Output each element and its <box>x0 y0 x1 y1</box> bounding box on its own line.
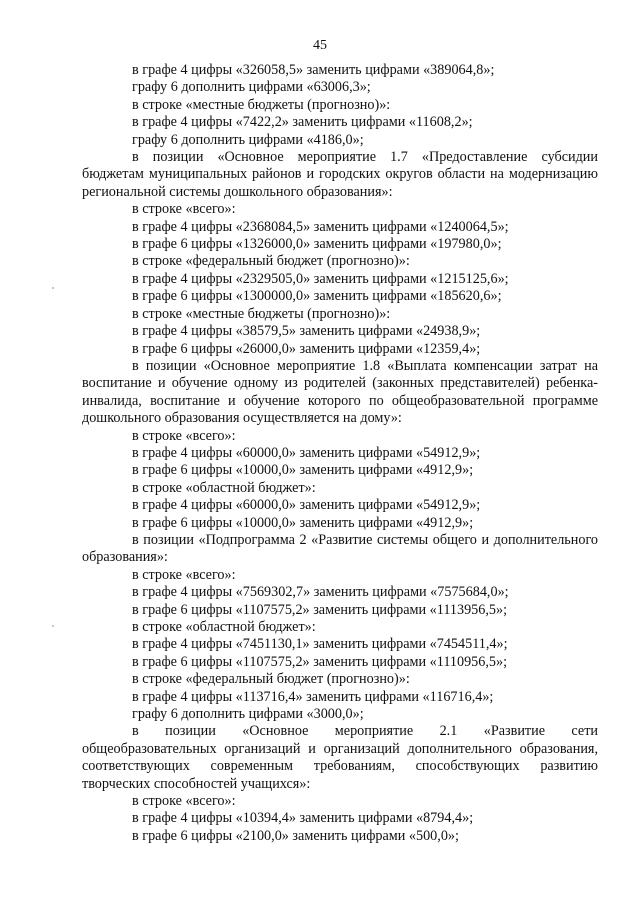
text-line: графу 6 дополнить цифрами «63006,3»; <box>132 79 371 96</box>
text-line: в графе 4 цифры «7451130,1» заменить цифрами «7454511,4»; <box>132 636 508 653</box>
text-line: в строке «всего»: <box>132 793 236 810</box>
text-paragraph: в позиции «Основное мероприятие 1.7 «Предоставление субсидии бюджетам муниципальных районов и городских округов области на модернизацию региональной системы дошкольного образования»: <box>82 149 598 200</box>
text-line: в графе 6 цифры «1300000,0» заменить цифрами «185620,6»; <box>132 288 502 305</box>
text-line: в строке «местные бюджеты (прогнозно)»: <box>132 305 391 322</box>
document-body <box>82 62 598 845</box>
text-line: в графе 6 цифры «1326000,0» заменить цифрами «197980,0»; <box>132 236 502 253</box>
text-line: в графе 4 цифры «2329505,0» заменить цифрами «1215125,6»; <box>132 270 509 287</box>
text-line: в графе 6 цифры «1107575,2» заменить цифрами «1110956,5»; <box>132 653 508 670</box>
text-paragraph: в позиции «Основное мероприятие 2.1 «Развитие сети общеобразовательных организаций и организаций дополнительного образования, соответствующих современным требованиям, способствующих развитию творческих способностей учащихся»: <box>82 723 598 792</box>
margin-mark <box>52 287 54 289</box>
margin-mark <box>52 625 54 627</box>
text-line: в графе 4 цифры «7569302,7» заменить цифрами «7575684,0»; <box>132 584 509 601</box>
text-line: в строке «местные бюджеты (прогнозно)»: <box>132 96 391 113</box>
text-line: в графе 6 цифры «10000,0» заменить цифрами «4912,9»; <box>132 514 474 531</box>
text-line: в графе 4 цифры «113716,4» заменить цифрами «116716,4»; <box>132 688 494 705</box>
text-line: в графе 4 цифры «7422,2» заменить цифрами «11608,2»; <box>132 114 473 131</box>
text-line: в строке «областной бюджет»: <box>132 479 316 496</box>
page-number: 45 <box>313 38 327 53</box>
text-line: в графе 4 цифры «10394,4» заменить цифрами «8794,4»; <box>132 810 474 827</box>
text-line: в графе 4 цифры «2368084,5» заменить цифрами «1240064,5»; <box>132 218 509 235</box>
text-line: в строке «областной бюджет»: <box>132 619 316 635</box>
text-line: в строке «всего»: <box>132 427 236 444</box>
text-paragraph: в позиции «Подпрограмма 2 «Развитие системы общего и дополнительного образования»: <box>82 531 598 566</box>
text-line: в графе 4 цифры «60000,0» заменить цифрами «54912,9»; <box>132 497 481 514</box>
text-line: в строке «всего»: <box>132 566 236 583</box>
text-line: графу 6 дополнить цифрами «3000,0»; <box>132 706 364 723</box>
text-line: графу 6 дополнить цифрами «4186,0»; <box>132 131 364 148</box>
text-line: в графе 6 цифры «2100,0» заменить цифрами «500,0»; <box>132 827 459 844</box>
text-line: в графе 6 цифры «10000,0» заменить цифрами «4912,9»; <box>132 462 474 479</box>
text-line: в строке «федеральный бюджет (прогнозно)»: <box>132 253 410 270</box>
text-paragraph: в позиции «Основное мероприятие 1.8 «Выплата компенсации затрат на воспитание и обучение одному из родителей (законных представителей) ребенка-инвалида, воспитание и обучение которого по общеобразовательной программе дошкольного образования осуществляется на дому»: <box>82 357 598 427</box>
text-line: в графе 4 цифры «60000,0» заменить цифрами «54912,9»; <box>132 444 481 461</box>
text-line: в графе 6 цифры «1107575,2» заменить цифрами «1113956,5»; <box>132 601 508 618</box>
text-line: в графе 4 цифры «38579,5» заменить цифрами «24938,9»; <box>132 323 481 340</box>
text-line: в строке «федеральный бюджет (прогнозно)»: <box>132 671 410 688</box>
text-line: в графе 6 цифры «26000,0» заменить цифрами «12359,4»; <box>132 340 481 357</box>
text-line: в строке «всего»: <box>132 201 236 218</box>
text-line: в графе 4 цифры «326058,5» заменить цифрами «389064,8»; <box>132 62 495 78</box>
